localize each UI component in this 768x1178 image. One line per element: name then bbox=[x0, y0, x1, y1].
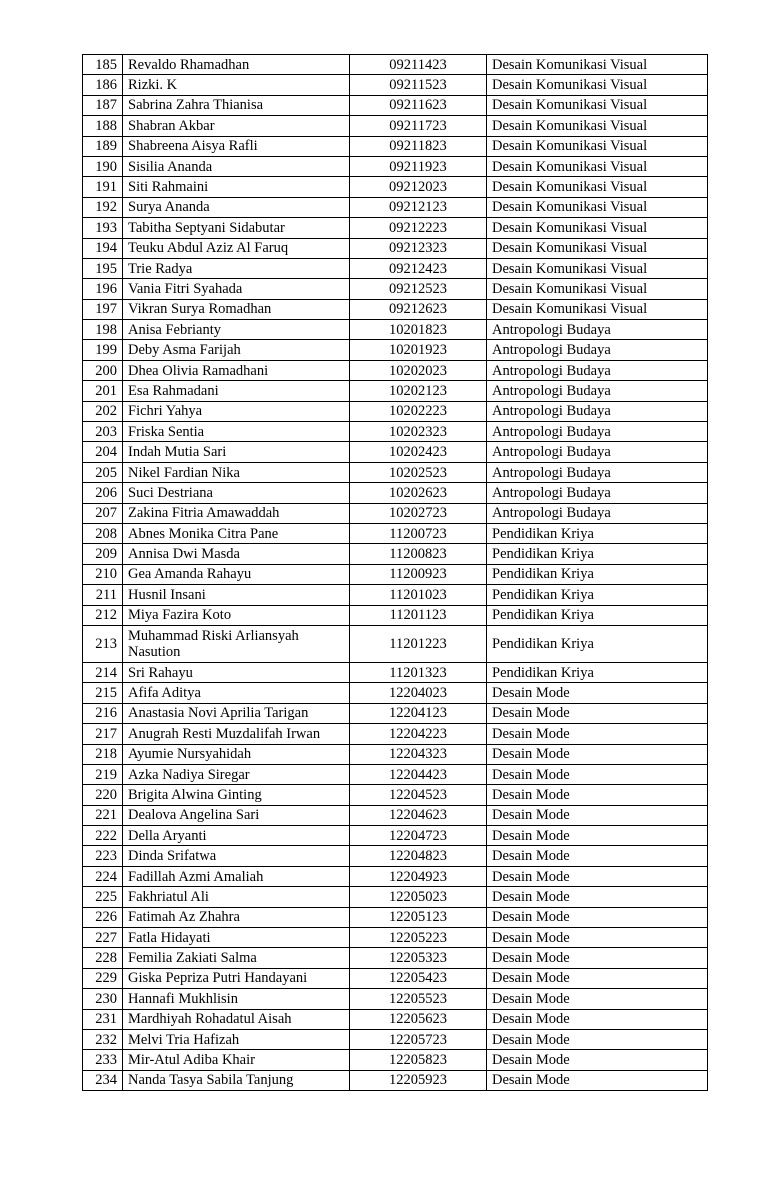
row-number-cell: 206 bbox=[83, 483, 123, 503]
student-id-cell: 10202523 bbox=[350, 462, 487, 482]
table-row bbox=[83, 340, 708, 360]
row-number-cell: 194 bbox=[83, 238, 123, 258]
table-row bbox=[83, 1070, 708, 1090]
student-name-cell: Mardhiyah Rohadatul Aisah bbox=[123, 1009, 350, 1029]
student-name-cell: Husnil Insani bbox=[123, 585, 350, 605]
table-row bbox=[83, 95, 708, 115]
table-row bbox=[83, 785, 708, 805]
student-id-cell: 10201823 bbox=[350, 320, 487, 340]
student-name-cell: Indah Mutia Sari bbox=[123, 442, 350, 462]
student-name-cell: Teuku Abdul Aziz Al Faruq bbox=[123, 238, 350, 258]
row-number-cell: 220 bbox=[83, 785, 123, 805]
student-name-cell: Revaldo Rhamadhan bbox=[123, 55, 350, 75]
student-name-cell: Hannafi Mukhlisin bbox=[123, 989, 350, 1009]
row-number-cell: 196 bbox=[83, 279, 123, 299]
student-id-cell: 12205923 bbox=[350, 1070, 487, 1090]
student-name-cell: Ayumie Nursyahidah bbox=[123, 744, 350, 764]
study-program-cell: Antropologi Budaya bbox=[487, 483, 708, 503]
table-row bbox=[83, 55, 708, 75]
student-id-cell: 09211423 bbox=[350, 55, 487, 75]
row-number-cell: 229 bbox=[83, 968, 123, 988]
table-row bbox=[83, 238, 708, 258]
table-row bbox=[83, 1029, 708, 1049]
student-id-cell: 10202623 bbox=[350, 483, 487, 503]
table-row bbox=[83, 703, 708, 723]
study-program-cell: Desain Mode bbox=[487, 866, 708, 886]
study-program-cell: Pendidikan Kriya bbox=[487, 523, 708, 543]
student-name-cell: Fichri Yahya bbox=[123, 401, 350, 421]
student-id-cell: 12204223 bbox=[350, 724, 487, 744]
student-id-cell: 09212323 bbox=[350, 238, 487, 258]
row-number-cell: 233 bbox=[83, 1050, 123, 1070]
student-id-cell: 10202223 bbox=[350, 401, 487, 421]
table-row bbox=[83, 585, 708, 605]
student-name-cell: Fatla Hidayati bbox=[123, 928, 350, 948]
student-id-cell: 11201323 bbox=[350, 662, 487, 682]
student-name-cell: Mir-Atul Adiba Khair bbox=[123, 1050, 350, 1070]
student-id-cell: 09211723 bbox=[350, 116, 487, 136]
student-id-cell: 11200923 bbox=[350, 564, 487, 584]
student-id-cell: 10202123 bbox=[350, 381, 487, 401]
table-row bbox=[83, 948, 708, 968]
student-name-cell: Della Aryanti bbox=[123, 826, 350, 846]
study-program-cell: Antropologi Budaya bbox=[487, 462, 708, 482]
study-program-cell: Desain Komunikasi Visual bbox=[487, 177, 708, 197]
table-row bbox=[83, 381, 708, 401]
table-row bbox=[83, 1050, 708, 1070]
row-number-cell: 212 bbox=[83, 605, 123, 625]
student-id-cell: 12205123 bbox=[350, 907, 487, 927]
table-row bbox=[83, 928, 708, 948]
table-row bbox=[83, 442, 708, 462]
row-number-cell: 215 bbox=[83, 683, 123, 703]
student-id-cell: 10201923 bbox=[350, 340, 487, 360]
row-number-cell: 231 bbox=[83, 1009, 123, 1029]
study-program-cell: Desain Mode bbox=[487, 928, 708, 948]
study-program-cell: Desain Mode bbox=[487, 846, 708, 866]
row-number-cell: 230 bbox=[83, 989, 123, 1009]
student-id-cell: 12204823 bbox=[350, 846, 487, 866]
student-name-cell: Sabrina Zahra Thianisa bbox=[123, 95, 350, 115]
row-number-cell: 189 bbox=[83, 136, 123, 156]
student-name-cell: Femilia Zakiati Salma bbox=[123, 948, 350, 968]
student-name-cell: Vikran Surya Romadhan bbox=[123, 299, 350, 319]
table-row bbox=[83, 968, 708, 988]
row-number-cell: 193 bbox=[83, 218, 123, 238]
student-id-cell: 10202023 bbox=[350, 360, 487, 380]
row-number-cell: 226 bbox=[83, 907, 123, 927]
student-id-cell: 12204023 bbox=[350, 683, 487, 703]
study-program-cell: Desain Mode bbox=[487, 785, 708, 805]
study-program-cell: Antropologi Budaya bbox=[487, 360, 708, 380]
row-number-cell: 201 bbox=[83, 381, 123, 401]
student-id-cell: 12204523 bbox=[350, 785, 487, 805]
student-name-cell: Giska Pepriza Putri Handayani bbox=[123, 968, 350, 988]
row-number-cell: 207 bbox=[83, 503, 123, 523]
row-number-cell: 185 bbox=[83, 55, 123, 75]
table-row bbox=[83, 605, 708, 625]
student-id-cell: 11201023 bbox=[350, 585, 487, 605]
student-name-cell: Anisa Febrianty bbox=[123, 320, 350, 340]
row-number-cell: 188 bbox=[83, 116, 123, 136]
study-program-cell: Antropologi Budaya bbox=[487, 422, 708, 442]
table-row bbox=[83, 662, 708, 682]
study-program-cell: Desain Mode bbox=[487, 703, 708, 723]
student-id-cell: 12205523 bbox=[350, 989, 487, 1009]
study-program-cell: Desain Komunikasi Visual bbox=[487, 258, 708, 278]
table-row bbox=[83, 360, 708, 380]
study-program-cell: Desain Komunikasi Visual bbox=[487, 116, 708, 136]
student-name-cell: Annisa Dwi Masda bbox=[123, 544, 350, 564]
student-name-cell: Nikel Fardian Nika bbox=[123, 462, 350, 482]
student-id-cell: 10202423 bbox=[350, 442, 487, 462]
row-number-cell: 216 bbox=[83, 703, 123, 723]
table-row bbox=[83, 846, 708, 866]
table-row bbox=[83, 564, 708, 584]
row-number-cell: 218 bbox=[83, 744, 123, 764]
student-id-cell: 12205323 bbox=[350, 948, 487, 968]
student-name-cell: Dhea Olivia Ramadhani bbox=[123, 360, 350, 380]
table-row bbox=[83, 218, 708, 238]
student-id-cell: 12204423 bbox=[350, 764, 487, 784]
study-program-cell: Desain Komunikasi Visual bbox=[487, 218, 708, 238]
study-program-cell: Desain Komunikasi Visual bbox=[487, 55, 708, 75]
study-program-cell: Desain Komunikasi Visual bbox=[487, 238, 708, 258]
table-row bbox=[83, 544, 708, 564]
study-program-cell: Desain Mode bbox=[487, 764, 708, 784]
student-table bbox=[82, 54, 708, 1091]
study-program-cell: Pendidikan Kriya bbox=[487, 544, 708, 564]
study-program-cell: Desain Komunikasi Visual bbox=[487, 156, 708, 176]
student-id-cell: 09212623 bbox=[350, 299, 487, 319]
student-name-cell: Fakhriatul Ali bbox=[123, 887, 350, 907]
study-program-cell: Antropologi Budaya bbox=[487, 320, 708, 340]
row-number-cell: 213 bbox=[83, 625, 123, 662]
row-number-cell: 223 bbox=[83, 846, 123, 866]
table-row bbox=[83, 197, 708, 217]
student-name-cell: Muhammad Riski Arliansyah Nasution bbox=[123, 625, 350, 662]
table-row bbox=[83, 866, 708, 886]
table-row bbox=[83, 258, 708, 278]
student-name-cell: Zakina Fitria Amawaddah bbox=[123, 503, 350, 523]
table-row bbox=[83, 523, 708, 543]
student-id-cell: 09211923 bbox=[350, 156, 487, 176]
row-number-cell: 205 bbox=[83, 462, 123, 482]
student-name-cell: Fadillah Azmi Amaliah bbox=[123, 866, 350, 886]
table-row bbox=[83, 826, 708, 846]
row-number-cell: 197 bbox=[83, 299, 123, 319]
student-id-cell: 12204123 bbox=[350, 703, 487, 723]
study-program-cell: Pendidikan Kriya bbox=[487, 564, 708, 584]
study-program-cell: Desain Mode bbox=[487, 887, 708, 907]
student-name-cell: Gea Amanda Rahayu bbox=[123, 564, 350, 584]
student-id-cell: 11201223 bbox=[350, 625, 487, 662]
student-id-cell: 12205823 bbox=[350, 1050, 487, 1070]
student-id-cell: 09212123 bbox=[350, 197, 487, 217]
row-number-cell: 204 bbox=[83, 442, 123, 462]
row-number-cell: 221 bbox=[83, 805, 123, 825]
row-number-cell: 224 bbox=[83, 866, 123, 886]
student-id-cell: 11201123 bbox=[350, 605, 487, 625]
row-number-cell: 214 bbox=[83, 662, 123, 682]
student-table-body bbox=[83, 55, 708, 1091]
student-id-cell: 12205623 bbox=[350, 1009, 487, 1029]
table-row bbox=[83, 483, 708, 503]
table-row bbox=[83, 422, 708, 442]
student-id-cell: 12204723 bbox=[350, 826, 487, 846]
student-name-cell: Miya Fazira Koto bbox=[123, 605, 350, 625]
student-id-cell: 09212423 bbox=[350, 258, 487, 278]
table-row bbox=[83, 805, 708, 825]
study-program-cell: Desain Mode bbox=[487, 968, 708, 988]
study-program-cell: Desain Mode bbox=[487, 1050, 708, 1070]
row-number-cell: 186 bbox=[83, 75, 123, 95]
student-name-cell: Azka Nadiya Siregar bbox=[123, 764, 350, 784]
table-row bbox=[83, 683, 708, 703]
row-number-cell: 222 bbox=[83, 826, 123, 846]
row-number-cell: 195 bbox=[83, 258, 123, 278]
student-id-cell: 09211823 bbox=[350, 136, 487, 156]
row-number-cell: 190 bbox=[83, 156, 123, 176]
row-number-cell: 209 bbox=[83, 544, 123, 564]
student-name-cell: Anastasia Novi Aprilia Tarigan bbox=[123, 703, 350, 723]
study-program-cell: Desain Komunikasi Visual bbox=[487, 197, 708, 217]
student-name-cell: Tabitha Septyani Sidabutar bbox=[123, 218, 350, 238]
table-row bbox=[83, 177, 708, 197]
student-name-cell: Dealova Angelina Sari bbox=[123, 805, 350, 825]
row-number-cell: 203 bbox=[83, 422, 123, 442]
row-number-cell: 234 bbox=[83, 1070, 123, 1090]
row-number-cell: 198 bbox=[83, 320, 123, 340]
row-number-cell: 227 bbox=[83, 928, 123, 948]
student-name-cell: Dinda Srifatwa bbox=[123, 846, 350, 866]
study-program-cell: Desain Mode bbox=[487, 1070, 708, 1090]
table-row bbox=[83, 299, 708, 319]
row-number-cell: 208 bbox=[83, 523, 123, 543]
student-name-cell: Sri Rahayu bbox=[123, 662, 350, 682]
row-number-cell: 187 bbox=[83, 95, 123, 115]
study-program-cell: Desain Mode bbox=[487, 724, 708, 744]
student-name-cell: Siti Rahmaini bbox=[123, 177, 350, 197]
table-row bbox=[83, 503, 708, 523]
student-name-cell: Afifa Aditya bbox=[123, 683, 350, 703]
row-number-cell: 232 bbox=[83, 1029, 123, 1049]
student-id-cell: 12204623 bbox=[350, 805, 487, 825]
study-program-cell: Antropologi Budaya bbox=[487, 340, 708, 360]
student-name-cell: Friska Sentia bbox=[123, 422, 350, 442]
student-id-cell: 12205023 bbox=[350, 887, 487, 907]
student-id-cell: 12204923 bbox=[350, 866, 487, 886]
table-row bbox=[83, 462, 708, 482]
study-program-cell: Antropologi Budaya bbox=[487, 442, 708, 462]
student-id-cell: 12204323 bbox=[350, 744, 487, 764]
student-id-cell: 12205723 bbox=[350, 1029, 487, 1049]
study-program-cell: Pendidikan Kriya bbox=[487, 585, 708, 605]
table-row bbox=[83, 744, 708, 764]
study-program-cell: Desain Mode bbox=[487, 907, 708, 927]
study-program-cell: Pendidikan Kriya bbox=[487, 662, 708, 682]
study-program-cell: Pendidikan Kriya bbox=[487, 625, 708, 662]
row-number-cell: 191 bbox=[83, 177, 123, 197]
table-row bbox=[83, 156, 708, 176]
table-row bbox=[83, 320, 708, 340]
study-program-cell: Antropologi Budaya bbox=[487, 381, 708, 401]
table-row bbox=[83, 907, 708, 927]
student-id-cell: 09212523 bbox=[350, 279, 487, 299]
student-id-cell: 09211523 bbox=[350, 75, 487, 95]
study-program-cell: Desain Mode bbox=[487, 1029, 708, 1049]
row-number-cell: 219 bbox=[83, 764, 123, 784]
table-row bbox=[83, 887, 708, 907]
study-program-cell: Desain Mode bbox=[487, 805, 708, 825]
student-id-cell: 11200723 bbox=[350, 523, 487, 543]
table-row bbox=[83, 764, 708, 784]
student-name-cell: Anugrah Resti Muzdalifah Irwan bbox=[123, 724, 350, 744]
table-row bbox=[83, 1009, 708, 1029]
student-name-cell: Melvi Tria Hafizah bbox=[123, 1029, 350, 1049]
student-id-cell: 09212023 bbox=[350, 177, 487, 197]
student-name-cell: Deby Asma Farijah bbox=[123, 340, 350, 360]
student-id-cell: 09212223 bbox=[350, 218, 487, 238]
student-name-cell: Esa Rahmadani bbox=[123, 381, 350, 401]
student-id-cell: 11200823 bbox=[350, 544, 487, 564]
row-number-cell: 211 bbox=[83, 585, 123, 605]
study-program-cell: Pendidikan Kriya bbox=[487, 605, 708, 625]
row-number-cell: 217 bbox=[83, 724, 123, 744]
study-program-cell: Antropologi Budaya bbox=[487, 503, 708, 523]
table-row bbox=[83, 989, 708, 1009]
table-row bbox=[83, 625, 708, 662]
study-program-cell: Desain Mode bbox=[487, 744, 708, 764]
student-id-cell: 10202323 bbox=[350, 422, 487, 442]
student-name-cell: Shabran Akbar bbox=[123, 116, 350, 136]
student-name-cell: Vania Fitri Syahada bbox=[123, 279, 350, 299]
table-row bbox=[83, 401, 708, 421]
table-row bbox=[83, 724, 708, 744]
row-number-cell: 225 bbox=[83, 887, 123, 907]
student-name-cell: Rizki. K bbox=[123, 75, 350, 95]
row-number-cell: 200 bbox=[83, 360, 123, 380]
student-name-cell: Shabreena Aisya Rafli bbox=[123, 136, 350, 156]
student-name-cell: Surya Ananda bbox=[123, 197, 350, 217]
row-number-cell: 199 bbox=[83, 340, 123, 360]
study-program-cell: Desain Mode bbox=[487, 948, 708, 968]
study-program-cell: Desain Mode bbox=[487, 989, 708, 1009]
student-id-cell: 12205223 bbox=[350, 928, 487, 948]
row-number-cell: 210 bbox=[83, 564, 123, 584]
study-program-cell: Desain Mode bbox=[487, 826, 708, 846]
row-number-cell: 202 bbox=[83, 401, 123, 421]
student-name-cell: Abnes Monika Citra Pane bbox=[123, 523, 350, 543]
study-program-cell: Desain Mode bbox=[487, 1009, 708, 1029]
row-number-cell: 228 bbox=[83, 948, 123, 968]
study-program-cell: Desain Komunikasi Visual bbox=[487, 136, 708, 156]
student-name-cell: Fatimah Az Zhahra bbox=[123, 907, 350, 927]
student-id-cell: 09211623 bbox=[350, 95, 487, 115]
row-number-cell: 192 bbox=[83, 197, 123, 217]
study-program-cell: Desain Komunikasi Visual bbox=[487, 299, 708, 319]
table-row bbox=[83, 116, 708, 136]
student-name-cell: Suci Destriana bbox=[123, 483, 350, 503]
study-program-cell: Desain Mode bbox=[487, 683, 708, 703]
table-row bbox=[83, 279, 708, 299]
study-program-cell: Desain Komunikasi Visual bbox=[487, 279, 708, 299]
student-name-cell: Brigita Alwina Ginting bbox=[123, 785, 350, 805]
table-row bbox=[83, 136, 708, 156]
student-id-cell: 10202723 bbox=[350, 503, 487, 523]
study-program-cell: Desain Komunikasi Visual bbox=[487, 95, 708, 115]
student-name-cell: Nanda Tasya Sabila Tanjung bbox=[123, 1070, 350, 1090]
table-row bbox=[83, 75, 708, 95]
student-name-cell: Trie Radya bbox=[123, 258, 350, 278]
study-program-cell: Desain Komunikasi Visual bbox=[487, 75, 708, 95]
student-name-cell: Sisilia Ananda bbox=[123, 156, 350, 176]
student-id-cell: 12205423 bbox=[350, 968, 487, 988]
study-program-cell: Antropologi Budaya bbox=[487, 401, 708, 421]
